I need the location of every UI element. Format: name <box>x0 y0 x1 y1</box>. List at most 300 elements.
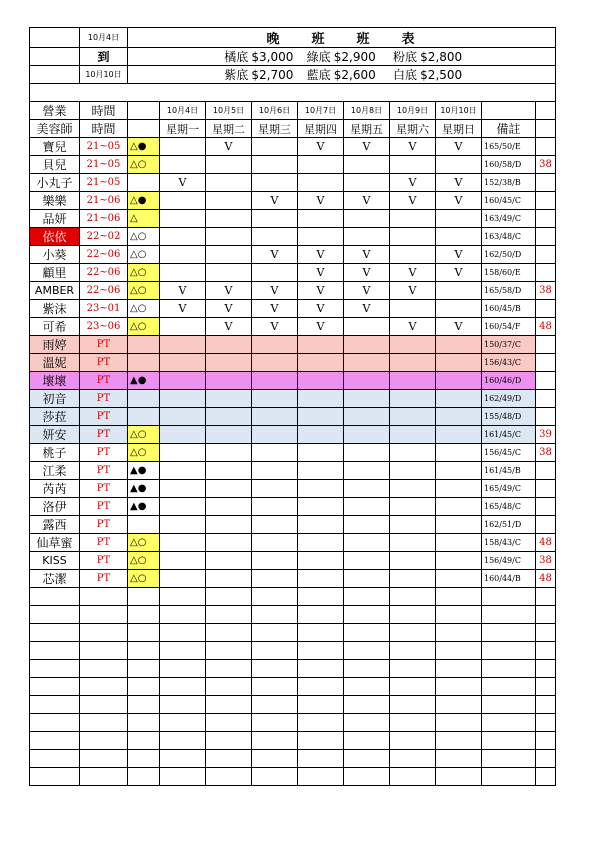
pt-staff-row <box>30 570 556 588</box>
day-mark <box>436 390 482 408</box>
pt-staff-row <box>30 498 556 516</box>
day-mark: V <box>390 174 436 192</box>
day-mark <box>436 372 482 390</box>
day-mark <box>344 552 390 570</box>
shift-time: 21~06 <box>80 210 128 228</box>
staff-row <box>30 192 556 210</box>
day-mark <box>298 462 344 480</box>
empty-cell <box>160 768 206 786</box>
notes-header-blank <box>482 102 536 120</box>
date-header: 10月5日 <box>206 102 252 120</box>
price-value-green: $2,900 <box>333 50 376 64</box>
day-mark: V <box>390 282 436 300</box>
empty-cell <box>298 714 344 732</box>
status-symbols: △○ <box>128 246 160 264</box>
empty-cell <box>30 732 80 750</box>
shift-time: PT <box>80 462 128 480</box>
empty-cell <box>206 678 252 696</box>
day-mark <box>206 372 252 390</box>
day-mark <box>160 336 206 354</box>
empty-cell <box>344 714 390 732</box>
empty-cell <box>30 606 80 624</box>
stylist-age <box>536 372 556 390</box>
day-mark <box>160 480 206 498</box>
day-mark <box>390 210 436 228</box>
empty-row <box>30 696 556 714</box>
status-symbols: △● <box>128 192 160 210</box>
day-mark <box>298 480 344 498</box>
prices-row-2 <box>128 66 556 84</box>
weekday-header: 星期五 <box>344 120 390 138</box>
empty-cell <box>206 732 252 750</box>
status-symbols: △ <box>128 210 160 228</box>
status-symbols: △○ <box>128 318 160 336</box>
day-mark <box>252 552 298 570</box>
empty-cell <box>252 750 298 768</box>
day-mark <box>252 498 298 516</box>
day-mark <box>390 156 436 174</box>
prices-row-1 <box>128 48 556 66</box>
staff-row <box>30 318 556 336</box>
status-symbols: △○ <box>128 228 160 246</box>
empty-cell <box>344 678 390 696</box>
stylist-note: 160/44/B <box>482 570 536 588</box>
day-mark <box>160 498 206 516</box>
price-label-purple: 紫底 <box>224 68 249 82</box>
day-mark <box>436 552 482 570</box>
status-symbols: △○ <box>128 570 160 588</box>
day-mark: V <box>206 138 252 156</box>
time-header: 時間 <box>80 102 128 120</box>
day-mark <box>206 390 252 408</box>
shift-time: PT <box>80 516 128 534</box>
shift-time: 21~05 <box>80 156 128 174</box>
shift-time: PT <box>80 426 128 444</box>
day-mark <box>436 444 482 462</box>
day-mark: V <box>344 300 390 318</box>
stylist-name: 寶兒 <box>30 138 80 156</box>
stylist-note: 160/45/B <box>482 300 536 318</box>
schedule-table <box>29 27 556 786</box>
empty-cell <box>80 660 128 678</box>
day-mark <box>206 426 252 444</box>
weekday-header: 星期日 <box>436 120 482 138</box>
day-mark <box>160 156 206 174</box>
age-header-blank <box>536 120 556 138</box>
stylist-name: 莎菈 <box>30 408 80 426</box>
sym-header-blank <box>128 102 160 120</box>
day-mark: V <box>160 282 206 300</box>
shift-time: 21~05 <box>80 174 128 192</box>
day-mark <box>390 336 436 354</box>
day-mark <box>252 480 298 498</box>
day-mark <box>206 246 252 264</box>
empty-cell <box>298 750 344 768</box>
schedule-sheet <box>29 27 555 786</box>
status-symbols: ▲● <box>128 372 160 390</box>
empty-cell <box>206 624 252 642</box>
stylist-age: 48 <box>536 318 556 336</box>
pt-staff-row <box>30 390 556 408</box>
empty-cell <box>252 660 298 678</box>
empty-cell <box>160 624 206 642</box>
empty-row <box>30 750 556 768</box>
stylist-note: 165/48/C <box>482 498 536 516</box>
empty-cell <box>482 606 536 624</box>
stylist-name: 仙草蜜 <box>30 534 80 552</box>
empty-cell <box>80 714 128 732</box>
empty-cell <box>80 678 128 696</box>
day-mark <box>206 408 252 426</box>
status-symbols: ▲● <box>128 480 160 498</box>
shift-time: 22~02 <box>80 228 128 246</box>
stylist-age: 38 <box>536 156 556 174</box>
day-mark <box>206 210 252 228</box>
stylist-name: 芮芮 <box>30 480 80 498</box>
date-header: 10月6日 <box>252 102 298 120</box>
stylist-age <box>536 228 556 246</box>
day-mark <box>390 354 436 372</box>
stylist-header: 美容師 <box>30 120 80 138</box>
empty-cell <box>536 678 556 696</box>
to-label: 到 <box>80 48 128 66</box>
day-mark <box>390 462 436 480</box>
day-mark <box>252 372 298 390</box>
staff-row <box>30 156 556 174</box>
schedule-title: 晚 班 班 表 <box>266 32 417 47</box>
weekday-header: 星期二 <box>206 120 252 138</box>
shift-time: PT <box>80 372 128 390</box>
empty-cell <box>30 714 80 732</box>
day-mark: V <box>436 264 482 282</box>
status-symbols: △○ <box>128 552 160 570</box>
day-mark <box>252 570 298 588</box>
day-mark <box>390 444 436 462</box>
stylist-age <box>536 264 556 282</box>
status-symbols <box>128 516 160 534</box>
weekday-header: 星期三 <box>252 120 298 138</box>
empty-cell <box>482 768 536 786</box>
status-symbols: △● <box>128 138 160 156</box>
empty-cell <box>80 606 128 624</box>
day-mark: V <box>252 300 298 318</box>
day-mark <box>160 552 206 570</box>
stylist-note: 163/49/C <box>482 210 536 228</box>
status-symbols <box>128 390 160 408</box>
day-mark <box>344 390 390 408</box>
spacer-row <box>30 84 556 102</box>
empty-cell <box>160 732 206 750</box>
status-symbols <box>128 174 160 192</box>
day-mark <box>344 570 390 588</box>
empty-cell <box>252 732 298 750</box>
empty-cell <box>482 624 536 642</box>
day-mark <box>160 408 206 426</box>
empty-cell <box>160 606 206 624</box>
empty-cell <box>390 768 436 786</box>
empty-cell <box>482 732 536 750</box>
price-label-blue: 藍底 <box>306 68 331 82</box>
day-mark <box>206 354 252 372</box>
stylist-note: 162/49/D <box>482 390 536 408</box>
day-mark <box>298 444 344 462</box>
status-symbols: △○ <box>128 156 160 174</box>
day-mark: V <box>390 138 436 156</box>
day-mark <box>298 372 344 390</box>
day-mark: V <box>390 264 436 282</box>
stylist-note: 160/54/F <box>482 318 536 336</box>
day-mark <box>298 336 344 354</box>
date-from: 10月4日 <box>80 28 128 48</box>
status-symbols: ▲● <box>128 462 160 480</box>
empty-cell <box>344 624 390 642</box>
empty-row <box>30 642 556 660</box>
empty-cell <box>344 768 390 786</box>
stylist-name: 江柔 <box>30 462 80 480</box>
weekday-header: 星期一 <box>160 120 206 138</box>
empty-cell <box>30 750 80 768</box>
day-mark <box>344 426 390 444</box>
day-mark: V <box>160 174 206 192</box>
stylist-name: KISS <box>30 552 80 570</box>
day-mark <box>390 246 436 264</box>
day-mark <box>298 426 344 444</box>
price-label-green: 綠底 <box>306 50 331 64</box>
status-symbols: △○ <box>128 282 160 300</box>
day-mark <box>160 516 206 534</box>
empty-cell <box>160 750 206 768</box>
day-mark <box>298 498 344 516</box>
staff-row <box>30 210 556 228</box>
day-mark <box>436 534 482 552</box>
schedule-body <box>30 28 556 786</box>
shift-time: PT <box>80 444 128 462</box>
empty-cell <box>80 768 128 786</box>
day-mark <box>344 372 390 390</box>
stylist-note: 158/60/E <box>482 264 536 282</box>
shift-time: PT <box>80 534 128 552</box>
stylist-age <box>536 192 556 210</box>
empty-cell <box>30 624 80 642</box>
empty-cell <box>252 768 298 786</box>
header-left-blank <box>30 66 80 84</box>
stylist-age <box>536 246 556 264</box>
day-mark: V <box>344 138 390 156</box>
empty-cell <box>128 642 160 660</box>
empty-row <box>30 732 556 750</box>
day-mark <box>436 426 482 444</box>
stylist-name: 初音 <box>30 390 80 408</box>
title-cell <box>128 28 556 48</box>
price-label-orange: 橘底 <box>224 50 249 64</box>
stylist-age <box>536 516 556 534</box>
status-symbols: △○ <box>128 534 160 552</box>
day-mark <box>344 444 390 462</box>
day-mark <box>390 552 436 570</box>
empty-cell <box>344 606 390 624</box>
empty-cell <box>390 660 436 678</box>
day-mark <box>160 534 206 552</box>
day-mark: V <box>344 192 390 210</box>
day-mark <box>206 156 252 174</box>
day-mark <box>298 210 344 228</box>
day-mark: V <box>298 138 344 156</box>
empty-cell <box>128 678 160 696</box>
day-mark <box>298 552 344 570</box>
day-mark: V <box>344 264 390 282</box>
day-mark: V <box>298 282 344 300</box>
empty-cell <box>482 678 536 696</box>
shift-time: PT <box>80 552 128 570</box>
stylist-note: 158/43/C <box>482 534 536 552</box>
day-mark: V <box>206 318 252 336</box>
empty-cell <box>206 588 252 606</box>
day-mark: V <box>390 192 436 210</box>
empty-row <box>30 606 556 624</box>
empty-cell <box>80 642 128 660</box>
empty-cell <box>536 606 556 624</box>
day-mark: V <box>206 282 252 300</box>
stylist-name: 妍安 <box>30 426 80 444</box>
date-header: 10月7日 <box>298 102 344 120</box>
day-mark <box>252 408 298 426</box>
day-mark <box>160 390 206 408</box>
pt-staff-row <box>30 408 556 426</box>
status-symbols: △○ <box>128 444 160 462</box>
day-mark <box>344 210 390 228</box>
stylist-note: 162/50/D <box>482 246 536 264</box>
staff-row <box>30 174 556 192</box>
empty-cell <box>128 750 160 768</box>
empty-cell <box>390 588 436 606</box>
stylist-note: 160/58/D <box>482 156 536 174</box>
empty-cell <box>482 750 536 768</box>
day-mark <box>252 174 298 192</box>
empty-cell <box>206 768 252 786</box>
date-to: 10月10日 <box>80 66 128 84</box>
day-mark <box>436 336 482 354</box>
day-mark: V <box>252 318 298 336</box>
status-symbols <box>128 336 160 354</box>
empty-cell <box>536 660 556 678</box>
shift-time: PT <box>80 480 128 498</box>
day-mark <box>436 570 482 588</box>
day-mark <box>390 534 436 552</box>
empty-cell <box>298 624 344 642</box>
pt-staff-row <box>30 372 556 390</box>
day-mark <box>436 408 482 426</box>
day-mark <box>206 336 252 354</box>
status-symbols: △○ <box>128 426 160 444</box>
day-mark <box>206 480 252 498</box>
stylist-note: 156/43/C <box>482 354 536 372</box>
day-mark <box>252 156 298 174</box>
stylist-note: 156/49/C <box>482 552 536 570</box>
stylist-note: 156/45/C <box>482 444 536 462</box>
day-mark <box>160 444 206 462</box>
stylist-note: 165/58/D <box>482 282 536 300</box>
empty-cell <box>252 696 298 714</box>
day-mark <box>344 174 390 192</box>
day-mark <box>344 156 390 174</box>
stylist-age <box>536 354 556 372</box>
day-mark <box>390 390 436 408</box>
stylist-name: 可希 <box>30 318 80 336</box>
stylist-note: 162/51/D <box>482 516 536 534</box>
day-mark: V <box>436 174 482 192</box>
stylist-age: 48 <box>536 570 556 588</box>
empty-cell <box>390 678 436 696</box>
day-mark <box>436 498 482 516</box>
day-mark <box>298 174 344 192</box>
stylist-note: 161/45/C <box>482 426 536 444</box>
empty-cell <box>436 768 482 786</box>
empty-cell <box>128 588 160 606</box>
empty-cell <box>128 696 160 714</box>
empty-cell <box>128 732 160 750</box>
price-value-purple: $2,700 <box>251 68 294 82</box>
day-mark: V <box>252 192 298 210</box>
day-mark <box>160 192 206 210</box>
stylist-note: 161/45/B <box>482 462 536 480</box>
day-mark <box>206 552 252 570</box>
day-mark <box>206 228 252 246</box>
status-symbols: △○ <box>128 264 160 282</box>
stylist-age <box>536 498 556 516</box>
day-mark <box>390 300 436 318</box>
pt-staff-row <box>30 426 556 444</box>
empty-cell <box>436 606 482 624</box>
empty-cell <box>128 768 160 786</box>
empty-cell <box>390 624 436 642</box>
day-mark <box>160 246 206 264</box>
day-mark <box>390 408 436 426</box>
day-mark <box>344 228 390 246</box>
empty-cell <box>30 696 80 714</box>
day-mark <box>298 570 344 588</box>
empty-cell <box>252 588 298 606</box>
staff-row <box>30 246 556 264</box>
stylist-name: 品妍 <box>30 210 80 228</box>
empty-cell <box>128 606 160 624</box>
empty-cell <box>344 642 390 660</box>
empty-cell <box>390 732 436 750</box>
day-mark <box>252 210 298 228</box>
business-header: 營業 <box>30 102 80 120</box>
pt-staff-row <box>30 462 556 480</box>
day-mark: V <box>298 192 344 210</box>
empty-cell <box>344 660 390 678</box>
stylist-note: 163/48/C <box>482 228 536 246</box>
day-mark: V <box>298 246 344 264</box>
stylist-name: AMBER <box>30 282 80 300</box>
day-mark: V <box>298 264 344 282</box>
empty-cell <box>160 696 206 714</box>
day-mark <box>390 570 436 588</box>
day-mark: V <box>298 300 344 318</box>
empty-cell <box>206 642 252 660</box>
empty-cell <box>436 588 482 606</box>
day-mark <box>160 264 206 282</box>
day-mark <box>344 498 390 516</box>
stylist-age <box>536 210 556 228</box>
age-header-blank <box>536 102 556 120</box>
notes-header: 備註 <box>482 120 536 138</box>
day-mark <box>160 372 206 390</box>
empty-cell <box>298 696 344 714</box>
day-mark <box>160 138 206 156</box>
empty-cell <box>298 660 344 678</box>
